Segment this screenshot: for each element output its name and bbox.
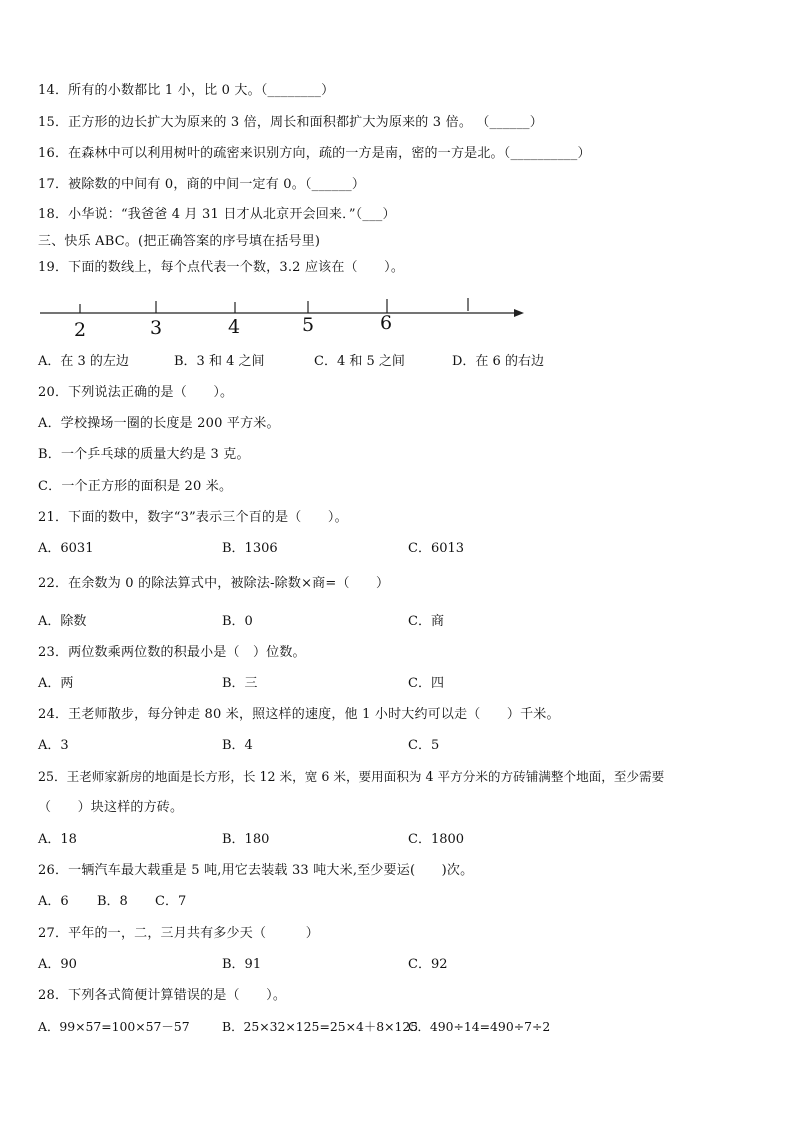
question-17: 17．被除数的中间有 0，商的中间一定有 0。（______） [38,177,366,192]
q22-option-b: B．0 [222,614,253,629]
q19-option-c: C．4 和 5 之间 [314,354,405,369]
number-line [36,292,536,342]
q20-option-a: A．学校操场一圈的长度是 200 平方米。 [38,416,280,431]
tick-label-5: 5 [302,314,315,336]
question-24: 24．王老师散步，每分钟走 80 米，照这样的速度，他 1 小时大约可以走（ ）千米。 [38,707,560,722]
tick-label-3: 3 [150,317,163,339]
question-25-line-1: 25．王老师家新房的地面是长方形，长 12 米，宽 6 米，要用面积为 4 平方分米的方砖铺满整个地面，至少需要 [38,769,665,784]
q28-option-c: C．490÷14=490÷7÷2 [408,1019,551,1034]
q22-option-a: A．除数 [38,614,87,629]
q28-option-b: B．25×32×125=25×4＋8×125 [222,1019,419,1034]
number-line-arrow [514,309,524,317]
question-27: 27．平年的一，二，三月共有多少天（ ） [38,926,319,941]
question-14: 14．所有的小数都比 1 小，比 0 大。（________） [38,83,335,98]
q25-option-c: C．1800 [408,832,465,847]
q25-option-b: B．180 [222,832,270,847]
section-3-heading: 三、快乐 ABC。(把正确答案的序号填在括号里) [38,234,321,249]
question-21: 21．下面的数中，数字“3”表示三个百的是（ ）。 [38,510,348,525]
q26-option-c: C．7 [155,894,187,909]
q25-option-a: A．18 [38,832,77,847]
q21-option-c: C．6013 [408,541,465,556]
q26-option-b: B．8 [97,894,128,909]
q23-option-b: B．三 [222,676,258,691]
q23-option-a: A．两 [38,676,74,691]
q22-option-c: C．商 [408,614,444,629]
q24-option-c: C．5 [408,738,440,753]
q28-option-a: A．99×57=100×57－57 [38,1019,190,1034]
question-15: 15．正方形的边长扩大为原来的 3 倍，周长和面积都扩大为原来的 3 倍。 （______） [38,115,543,130]
q24-option-a: A．3 [38,738,69,753]
q20-option-c: C．一个正方形的面积是 20 米。 [38,479,233,494]
q21-option-a: A．6031 [38,541,94,556]
q20-option-b: B．一个乒乓球的质量大约是 3 克。 [38,447,250,462]
q19-option-d: D．在 6 的右边 [452,354,544,369]
question-19: 19．下面的数线上，每个点代表一个数，3.2 应该在（ ）。 [38,260,405,275]
q19-option-a: A．在 3 的左边 [38,354,129,369]
q19-option-b: B．3 和 4 之间 [174,354,265,369]
question-26: 26．一辆汽车最大载重是 5 吨,用它去装载 33 吨大米,至少要运( )次。 [38,863,474,878]
question-25-line-2: （ ）块这样的方砖。 [38,800,184,815]
question-23: 23．两位数乘两位数的积最小是（ ）位数。 [38,645,306,660]
tick-label-2: 2 [74,319,87,341]
question-20: 20．下列说法正确的是（ ）。 [38,385,234,400]
question-28: 28．下列各式简便计算错误的是（ ）。 [38,988,287,1003]
q27-option-c: C．92 [408,957,448,972]
q27-option-a: A．90 [38,957,77,972]
q24-option-b: B．4 [222,738,253,753]
question-18: 18．小华说：“我爸爸 4 月 31 日才从北京开会回来．”（___） [38,207,396,222]
q26-option-a: A．6 [38,894,69,909]
q27-option-b: B．91 [222,957,262,972]
q21-option-b: B．1306 [222,541,278,556]
tick-label-4: 4 [228,316,241,338]
question-16: 16．在森林中可以利用树叶的疏密来识别方向，疏的一方是南，密的一方是北。（__________） [38,146,591,161]
question-22: 22．在余数为 0 的除法算式中，被除法-除数×商=（ ） [38,576,390,591]
q23-option-c: C．四 [408,676,444,691]
tick-label-6: 6 [380,312,393,334]
